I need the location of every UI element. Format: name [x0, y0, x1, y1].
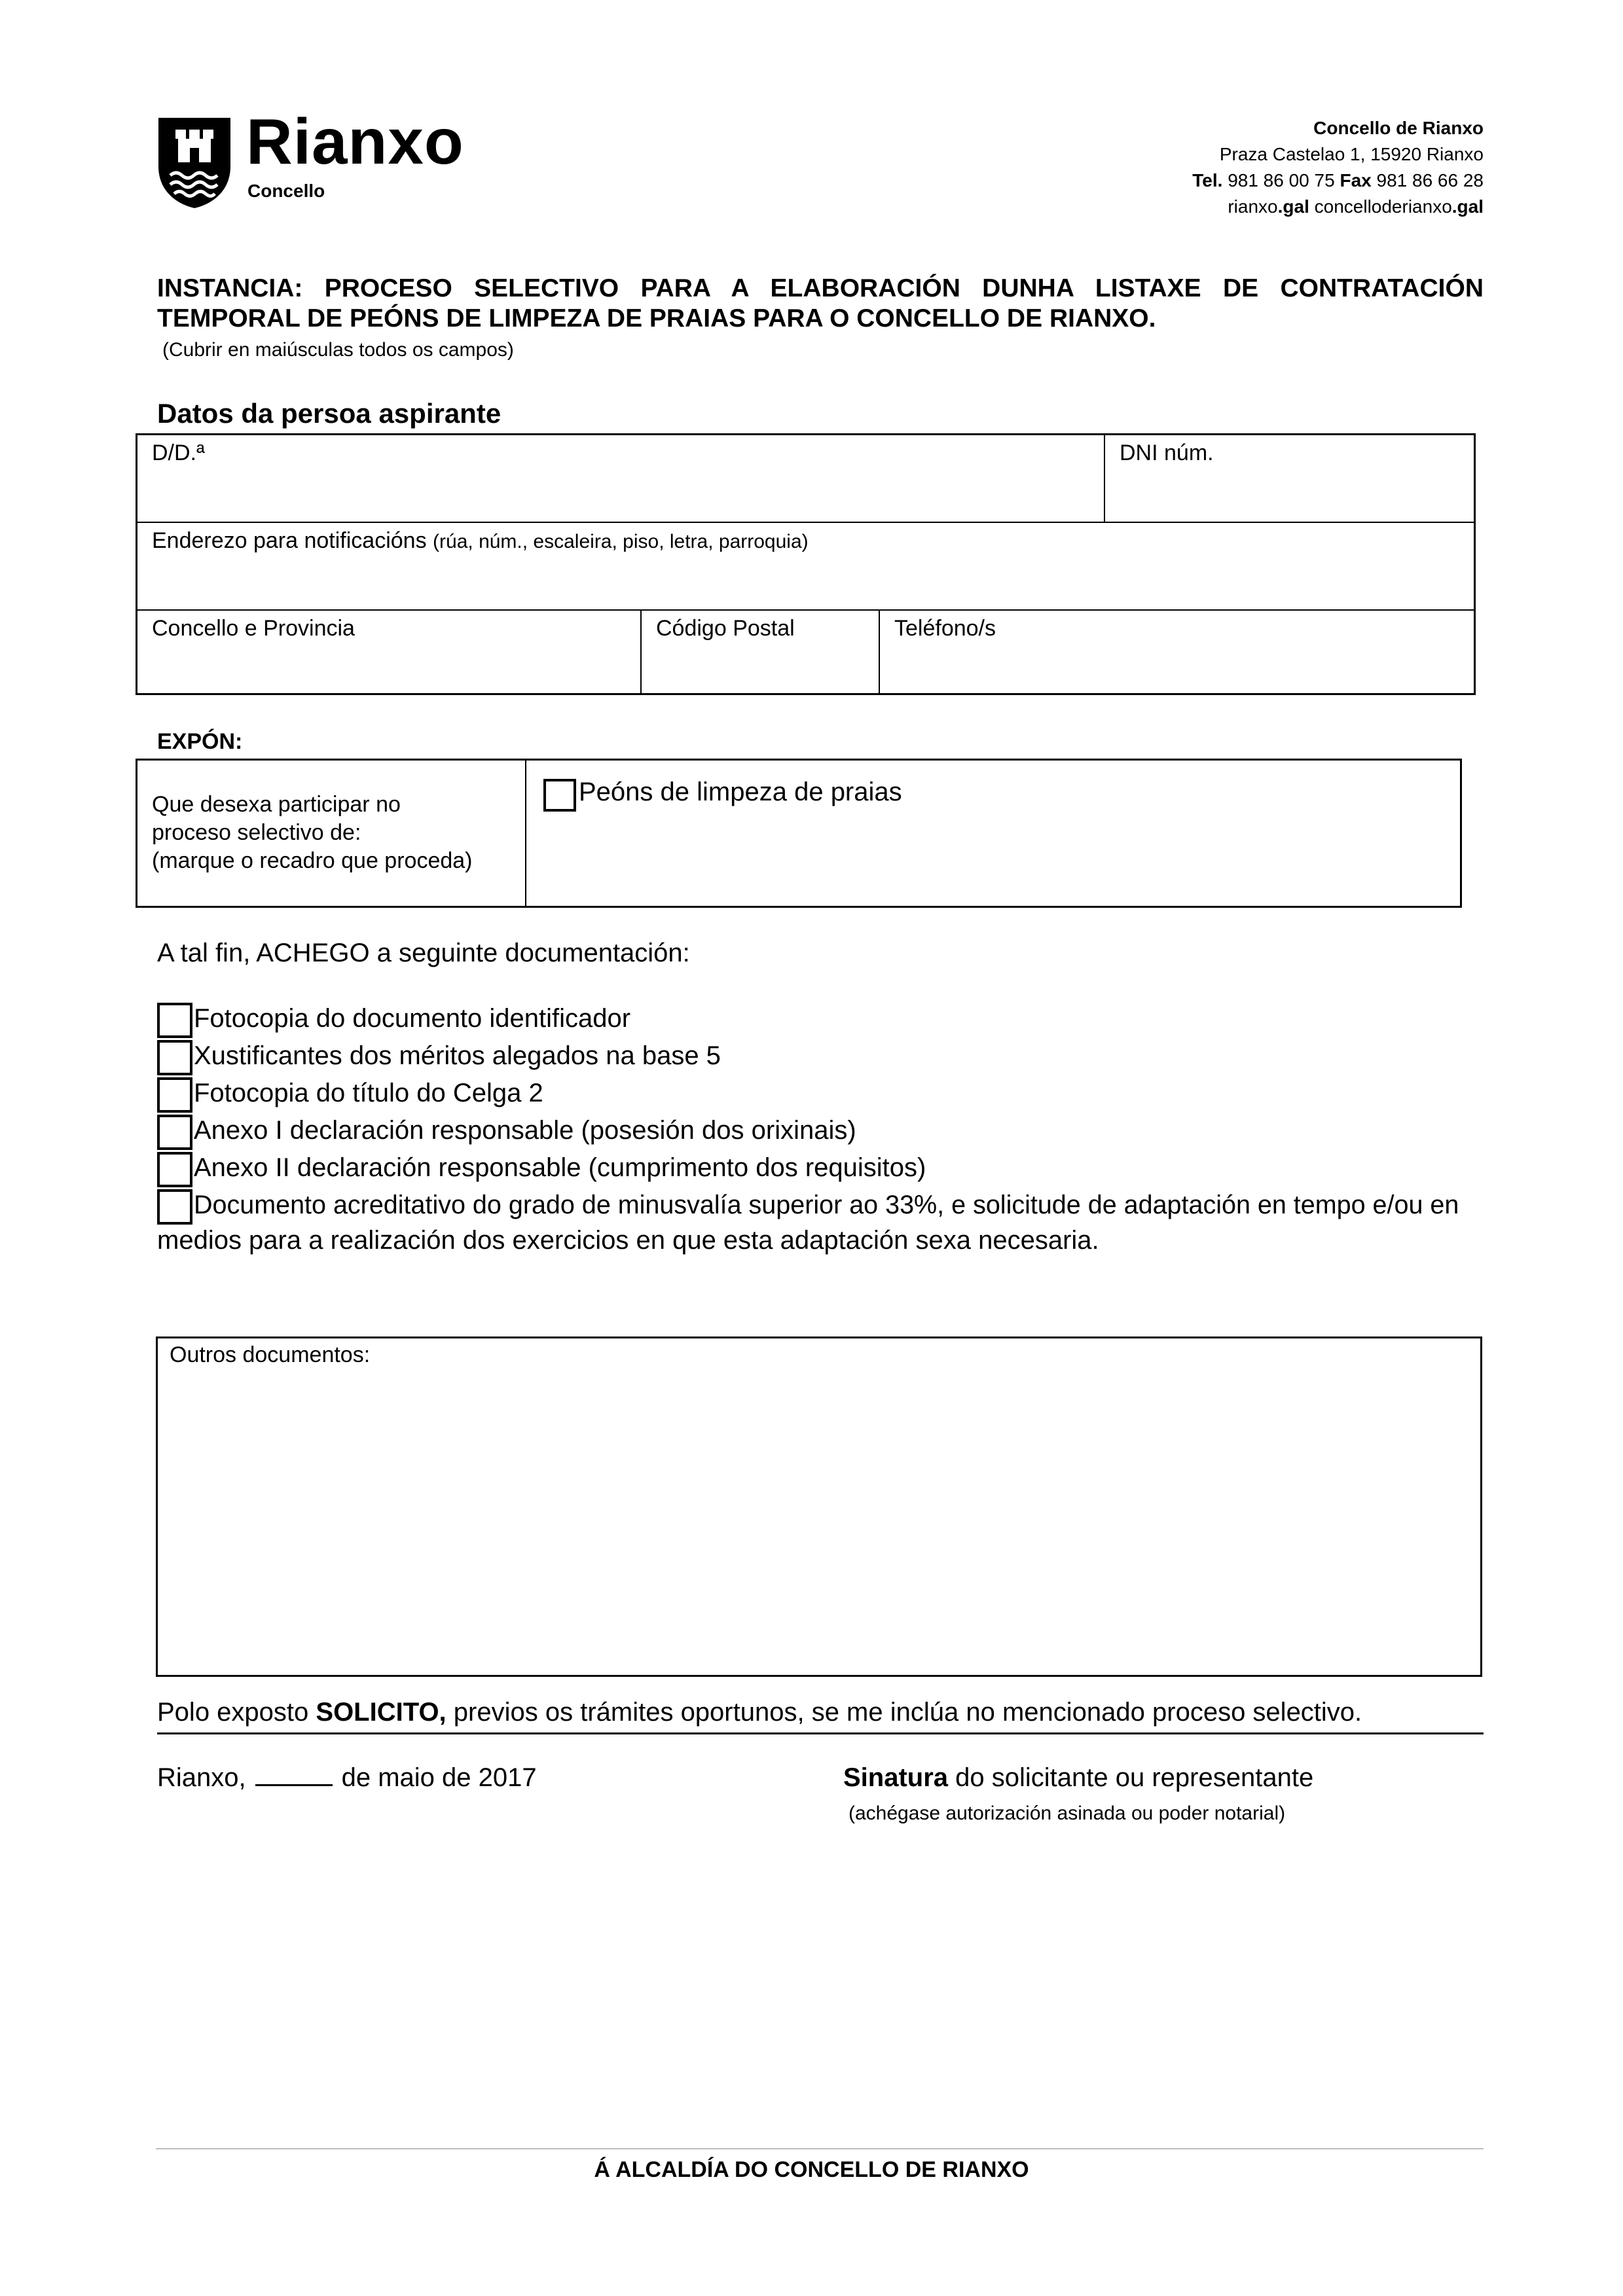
date-line — [157, 1763, 537, 1793]
solicito-keyword: SOLICITO, — [316, 1698, 447, 1727]
solicito-statement: Polo exposto SOLICITO, previos os trámites oportunos, se me inclúa no mencionado proceso selectivo. — [157, 1698, 1484, 1734]
logo — [156, 105, 522, 213]
doc-label: Documento acreditativo do grado de minusvalía superior ao 33%, e solicitude de adaptación en tempo e/ou en — [194, 1191, 1459, 1219]
dni-label: DNI núm. — [1120, 440, 1214, 465]
other-docs-label: Outros documentos: — [170, 1342, 371, 1367]
web1-name[interactable]: rianxo — [1228, 196, 1278, 217]
doc-checkbox[interactable] — [157, 1077, 192, 1113]
doc-label: Anexo II declaración responsable (cumprimento dos requisitos) — [194, 1153, 926, 1182]
applicant-row-name — [137, 435, 1474, 523]
applicant-table — [136, 433, 1476, 695]
phone-label: Teléfono/s — [894, 616, 996, 641]
doc-label-continued: medios para a realización dos exercicios en que esta adaptación sexa necesaria. — [157, 1226, 1099, 1255]
applicant-row-address — [137, 523, 1474, 611]
web1-tld[interactable]: .gal — [1277, 196, 1309, 217]
address-field[interactable] — [137, 523, 1474, 609]
doc-label: Fotocopia do título do Celga 2 — [194, 1079, 543, 1107]
doc-item — [157, 1151, 1486, 1188]
footer-divider — [156, 2148, 1484, 2149]
date-place: Rianxo, — [157, 1763, 246, 1792]
signature-note: (achégase autorización asinada ou poder notarial) — [848, 1803, 1286, 1824]
logo-wordmark: Rianxo — [246, 105, 464, 177]
form-title-note: (Cubrir en maiúsculas todos os campos) — [162, 339, 514, 361]
expon-heading: EXPÓN: — [157, 729, 243, 754]
form-title-line1: INSTANCIA: PROCESO SELECTIVO PARA A ELABORACIÓN DUNHA LISTAXE DE CONTRATACIÓN — [157, 274, 1484, 302]
expon-line2: proceso selectivo de: — [152, 820, 361, 845]
other-docs-box[interactable] — [156, 1336, 1482, 1677]
option-label: Peóns de limpeza de praias — [579, 778, 902, 806]
doc-label: Xustificantes dos méritos alegados na base 5 — [194, 1041, 721, 1070]
council-field[interactable] — [137, 611, 642, 693]
phone-field[interactable] — [880, 611, 1474, 693]
postal-label: Código Postal — [656, 616, 795, 641]
council-label: Concello e Provincia — [152, 616, 355, 641]
date-rest: de maio de 2017 — [341, 1763, 537, 1792]
doc-item — [157, 1076, 1486, 1113]
doc-label: Anexo I declaración responsable (posesión dos orixinais) — [194, 1116, 856, 1145]
web2-tld[interactable]: .gal — [1451, 196, 1484, 217]
tel-value: 981 86 00 75 — [1228, 170, 1335, 190]
coat-of-arms-icon — [156, 115, 233, 210]
contact-phones — [1192, 168, 1484, 194]
form-title-line2: TEMPORAL DE PEÓNS DE LIMPEZA DE PRAIAS PARA O CONCELLO DE RIANXO. — [157, 304, 1156, 332]
org-name: Concello de Rianxo — [1313, 118, 1484, 138]
doc-label: Fotocopia do documento identificador — [194, 1004, 631, 1033]
dni-field[interactable] — [1105, 435, 1474, 522]
doc-checkbox[interactable] — [157, 1115, 192, 1150]
signature-label: Sinatura do solicitante ou representante — [843, 1763, 1314, 1792]
doc-item — [157, 1113, 1486, 1151]
tel-label: Tel. — [1192, 170, 1223, 190]
expon-table — [136, 759, 1462, 908]
name-field[interactable] — [137, 435, 1105, 522]
expon-description — [137, 761, 526, 906]
footer-recipient: Á ALCALDÍA DO CONCELLO DE RIANXO — [594, 2157, 1029, 2182]
expon-line1: Que desexa participar no — [152, 792, 401, 817]
doc-checkbox[interactable] — [157, 1003, 192, 1038]
name-label: D/D.ª — [152, 440, 205, 465]
option-checkbox[interactable] — [543, 779, 576, 812]
doc-checkbox[interactable] — [157, 1040, 192, 1075]
web2-name[interactable]: concelloderianxo — [1314, 196, 1452, 217]
fax-label: Fax — [1340, 170, 1372, 190]
doc-checkbox[interactable] — [157, 1152, 192, 1187]
websites — [1192, 194, 1484, 220]
postal-field[interactable] — [642, 611, 880, 693]
doc-item — [157, 1001, 1486, 1039]
fax-value: 981 86 66 28 — [1376, 170, 1484, 190]
docs-list — [157, 1001, 1486, 1255]
address-label: Enderezo para notificacións (rúa, núm., escaleira, piso, letra, parroquia) — [152, 528, 809, 553]
doc-item — [157, 1188, 1486, 1255]
day-blank[interactable] — [255, 1765, 333, 1786]
applicant-heading: Datos da persoa aspirante — [157, 398, 501, 429]
doc-item — [157, 1039, 1486, 1076]
doc-checkbox[interactable] — [157, 1189, 192, 1225]
header-address — [1192, 115, 1484, 220]
docs-intro: A tal fin, ACHEGO a seguinte documentación: — [157, 939, 690, 967]
expon-line3: (marque o recadro que proceda) — [152, 848, 473, 873]
logo-subtitle: Concello — [247, 181, 325, 201]
address-hint: (rúa, núm., escaleira, piso, letra, parroquia) — [433, 531, 809, 552]
applicant-row-location — [137, 611, 1474, 693]
street-address: Praza Castelao 1, 15920 Rianxo — [1219, 144, 1484, 164]
